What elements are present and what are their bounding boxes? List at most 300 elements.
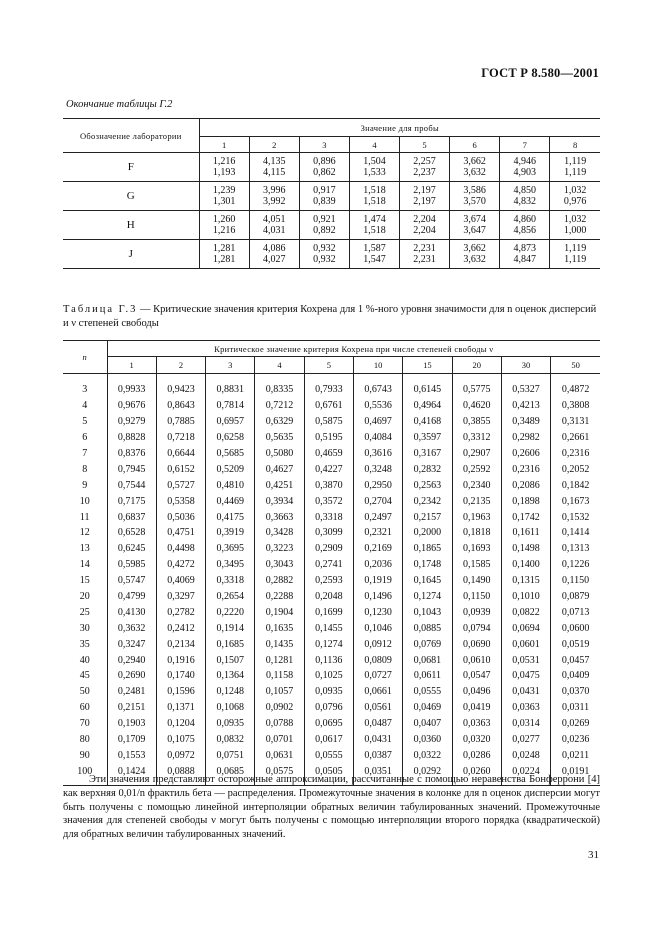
- table-row: [63, 240, 600, 269]
- table-cell: 0,1818: [452, 525, 501, 541]
- table-cell: 0,1693: [452, 541, 501, 557]
- table-cell: [400, 182, 450, 211]
- cell-value: 1,119: [564, 156, 587, 167]
- table-cell: 0,0885: [403, 620, 452, 636]
- table-cell: 0,3919: [206, 525, 255, 541]
- table-row: [63, 589, 600, 605]
- table-cell: 0,9676: [107, 398, 156, 414]
- table-cell: 0,2832: [403, 461, 452, 477]
- cell-value: 1,587: [363, 243, 386, 254]
- cell-value: 3,662: [463, 156, 486, 167]
- cell-value: 1,504: [363, 156, 386, 167]
- table-cell: 0,7885: [156, 414, 205, 430]
- table-cell: 0,0575: [255, 763, 304, 785]
- cell-value: 3,570: [463, 196, 486, 207]
- explanatory-note: [63, 773, 600, 842]
- table-cell: 0,1281: [255, 652, 304, 668]
- table-cell: 0,3632: [107, 620, 156, 636]
- table-cell: 0,0277: [501, 732, 550, 748]
- table-row: [63, 700, 600, 716]
- table-cell: 0,1685: [206, 636, 255, 652]
- cell-value: 2,231: [413, 254, 436, 265]
- table-cell: 0,0409: [551, 668, 600, 684]
- table-cell: 0,5536: [353, 398, 402, 414]
- cell-value: 1,119: [564, 254, 587, 265]
- table-cell: 0,4810: [206, 477, 255, 493]
- table-cell: 0,0457: [551, 652, 600, 668]
- table2-caption: [63, 303, 600, 331]
- table-cell: 0,0809: [353, 652, 402, 668]
- n-value: 13: [63, 541, 107, 557]
- table-cell: 0,0972: [156, 747, 205, 763]
- table-cell: 0,0555: [304, 747, 353, 763]
- table-cell: 0,7175: [107, 493, 156, 509]
- n-value: 10: [63, 493, 107, 509]
- table-cell: [550, 153, 600, 182]
- table-cell: 0,1596: [156, 684, 205, 700]
- table-cell: 0,4168: [403, 414, 452, 430]
- table-cell: 0,3870: [304, 477, 353, 493]
- lab-column-header: Обозначение лаборатории: [63, 119, 199, 153]
- cell-value: 4,903: [513, 167, 537, 178]
- table-cell: 0,0248: [501, 747, 550, 763]
- table-cell: 0,2654: [206, 589, 255, 605]
- table-cell: 0,1158: [255, 668, 304, 684]
- table-cell: 0,2048: [304, 589, 353, 605]
- table-cell: 0,5195: [304, 430, 353, 446]
- table-cell: 0,0269: [551, 716, 600, 732]
- n-value: 7: [63, 446, 107, 462]
- cell-value: 1,547: [363, 254, 386, 265]
- table-row: [63, 573, 600, 589]
- table-cell: 0,2036: [353, 557, 402, 573]
- table1: [63, 118, 600, 269]
- table-cell: 0,0487: [353, 716, 402, 732]
- cell-value: 4,850: [513, 185, 537, 196]
- table-cell: 0,0547: [452, 668, 501, 684]
- table-cell: 0,1748: [403, 557, 452, 573]
- table-row: [63, 604, 600, 620]
- cell-value: 1,216: [212, 225, 236, 236]
- table-cell: 0,2321: [353, 525, 402, 541]
- table-cell: 0,2563: [403, 477, 452, 493]
- table-cell: 0,0236: [551, 732, 600, 748]
- table-row: [63, 620, 600, 636]
- cell-value: 3,992: [262, 196, 286, 207]
- table-cell: 0,0419: [452, 700, 501, 716]
- table-cell: 0,3572: [304, 493, 353, 509]
- n-value: 15: [63, 573, 107, 589]
- cell-value: 1,193: [212, 167, 236, 178]
- cell-value: 3,647: [463, 225, 486, 236]
- table-cell: [500, 153, 550, 182]
- table-cell: 0,2086: [501, 477, 550, 493]
- table-cell: 0,6258: [206, 430, 255, 446]
- sample-number-header: 1: [199, 137, 249, 153]
- table-cell: 0,1274: [403, 589, 452, 605]
- table-row: [63, 525, 600, 541]
- table-cell: 0,1842: [551, 477, 600, 493]
- table-cell: 0,5036: [156, 509, 205, 525]
- table-row: [63, 557, 600, 573]
- table-cell: 0,0600: [551, 620, 600, 636]
- table-cell: 0,1490: [452, 573, 501, 589]
- table-cell: 0,2342: [403, 493, 452, 509]
- cell-value: 3,632: [463, 254, 486, 265]
- sample-group-header: Значение для пробы: [199, 119, 600, 137]
- table-row: [63, 716, 600, 732]
- table-cell: [400, 240, 450, 269]
- table-cell: 0,1057: [255, 684, 304, 700]
- table-cell: 0,0694: [501, 620, 550, 636]
- table-cell: 0,1611: [501, 525, 550, 541]
- cell-value: 1,260: [212, 214, 236, 225]
- table-cell: [349, 153, 399, 182]
- table-cell: 0,0320: [452, 732, 501, 748]
- table-cell: 0,5875: [304, 414, 353, 430]
- table-cell: 0,0701: [255, 732, 304, 748]
- table-cell: 0,5685: [206, 446, 255, 462]
- table-cell: [299, 211, 349, 240]
- table-cell: 0,2135: [452, 493, 501, 509]
- table-cell: 0,2316: [501, 461, 550, 477]
- table-cell: 0,3131: [551, 414, 600, 430]
- table-row: [63, 182, 600, 211]
- table-cell: 0,7212: [255, 398, 304, 414]
- table-cell: 0,1635: [255, 620, 304, 636]
- note-paragraph: Эти значения представляют осторожные аппроксимации, рассчитанные с помощью неравенства Бонферрони [4] как верхняя 0,01/n фрактиль бета — распределения. Промежуточные значения в колонке для n оценок дисперсии могут быть получены с помощью линейной интерполяции обратных величин табулированных значений. Промежуточные значения для степеней свободы ν могут быть получены с помощью интерполяции второго порядка (квадратической) для обратных величин табулированных значений.: [63, 774, 600, 841]
- table-cell: 0,6152: [156, 461, 205, 477]
- cell-value: 2,204: [413, 225, 436, 236]
- table-cell: 0,2340: [452, 477, 501, 493]
- dof-header: 15: [403, 357, 452, 374]
- table2-caption-label: Таблица Г.3: [63, 304, 138, 315]
- table-cell: 0,1424: [107, 763, 156, 785]
- cell-value: 1,281: [212, 243, 236, 254]
- table-cell: 0,1150: [452, 589, 501, 605]
- table-cell: 0,1645: [403, 573, 452, 589]
- sample-number-header: 8: [550, 137, 600, 153]
- cell-value: 0,932: [313, 254, 336, 265]
- n-value: 6: [63, 430, 107, 446]
- table-cell: 0,4498: [156, 541, 205, 557]
- table-cell: [500, 211, 550, 240]
- table-cell: 0,0832: [206, 732, 255, 748]
- table-cell: 0,0475: [501, 668, 550, 684]
- table-cell: 0,5985: [107, 557, 156, 573]
- table-cell: 0,5775: [452, 374, 501, 398]
- table-cell: 0,1315: [501, 573, 550, 589]
- n-value: 11: [63, 509, 107, 525]
- table-cell: [249, 182, 299, 211]
- cell-value: 1,518: [363, 196, 386, 207]
- table-cell: 0,7933: [304, 374, 353, 398]
- table-cell: 0,1919: [353, 573, 402, 589]
- table-cell: 0,0935: [206, 716, 255, 732]
- table-cell: [199, 153, 249, 182]
- n-value: 60: [63, 700, 107, 716]
- cell-value: 1,533: [363, 167, 386, 178]
- n-value: 100: [63, 763, 107, 785]
- document-header: ГОСТ Р 8.580—2001: [481, 66, 599, 80]
- table-cell: 0,1709: [107, 732, 156, 748]
- table-cell: [199, 240, 249, 269]
- table-cell: 0,2220: [206, 604, 255, 620]
- cell-value: 2,197: [413, 185, 436, 196]
- table-cell: 0,0695: [304, 716, 353, 732]
- cell-value: 4,847: [513, 254, 537, 265]
- table-cell: 0,5209: [206, 461, 255, 477]
- table-cell: 0,0311: [551, 700, 600, 716]
- dof-header: 50: [551, 357, 600, 374]
- n-value: 25: [63, 604, 107, 620]
- table-cell: 0,1230: [353, 604, 402, 620]
- table-cell: [550, 211, 600, 240]
- table-cell: 0,6644: [156, 446, 205, 462]
- lab-label: J: [63, 240, 199, 269]
- table-cell: 0,1204: [156, 716, 205, 732]
- cell-value: 1,281: [212, 254, 236, 265]
- table-cell: 0,3043: [255, 557, 304, 573]
- table-cell: 0,4251: [255, 477, 304, 493]
- table-cell: 0,1585: [452, 557, 501, 573]
- table-cell: 0,8376: [107, 446, 156, 462]
- table-cell: 0,1532: [551, 509, 600, 525]
- table-cell: 0,1313: [551, 541, 600, 557]
- table-cell: 0,0751: [206, 747, 255, 763]
- table-cell: 0,1371: [156, 700, 205, 716]
- cell-value: 1,032: [563, 185, 587, 196]
- table2-caption-text: — Критические значения критерия Кохрена для 1 %-ного уровня значимости для n оценок дисперсий и ν степеней свободы: [63, 304, 597, 329]
- table-cell: 0,0610: [452, 652, 501, 668]
- table-cell: 0,3695: [206, 541, 255, 557]
- table-cell: 0,1903: [107, 716, 156, 732]
- dof-header: 10: [353, 357, 402, 374]
- table-cell: 0,1507: [206, 652, 255, 668]
- lab-label: H: [63, 211, 199, 240]
- table-cell: [299, 240, 349, 269]
- table-cell: 0,2134: [156, 636, 205, 652]
- table-cell: 0,3808: [551, 398, 600, 414]
- table-cell: 0,2000: [403, 525, 452, 541]
- table-cell: 0,0224: [501, 763, 550, 785]
- cell-value: 3,662: [463, 243, 486, 254]
- table-cell: 0,3663: [255, 509, 304, 525]
- table-cell: [299, 153, 349, 182]
- n-value: 14: [63, 557, 107, 573]
- cell-value: 0,839: [313, 196, 336, 207]
- table-cell: 0,1010: [501, 589, 550, 605]
- table-cell: 0,4175: [206, 509, 255, 525]
- table-cell: 0,0286: [452, 747, 501, 763]
- table-cell: 0,4627: [255, 461, 304, 477]
- table-cell: 0,1043: [403, 604, 452, 620]
- table-cell: [500, 240, 550, 269]
- dof-header: 5: [304, 357, 353, 374]
- table-cell: 0,3855: [452, 414, 501, 430]
- table-cell: 0,2593: [304, 573, 353, 589]
- table-cell: 0,1553: [107, 747, 156, 763]
- table-cell: 0,0681: [403, 652, 452, 668]
- table-cell: 0,0601: [501, 636, 550, 652]
- table-cell: 0,2412: [156, 620, 205, 636]
- table-cell: [450, 182, 500, 211]
- table-cell: 0,2982: [501, 430, 550, 446]
- table-cell: 0,8828: [107, 430, 156, 446]
- table-cell: 0,4659: [304, 446, 353, 462]
- table-cell: 0,7945: [107, 461, 156, 477]
- table-cell: 0,1699: [304, 604, 353, 620]
- table-row: [63, 461, 600, 477]
- table-cell: 0,4697: [353, 414, 402, 430]
- table-cell: 0,5747: [107, 573, 156, 589]
- cell-value: 1,119: [564, 167, 587, 178]
- table-cell: 0,1742: [501, 509, 550, 525]
- table-cell: 0,0822: [501, 604, 550, 620]
- table-cell: 0,4069: [156, 573, 205, 589]
- table-cell: 0,3616: [353, 446, 402, 462]
- cell-value: 2,237: [413, 167, 436, 178]
- table-cell: 0,1274: [304, 636, 353, 652]
- table-row: [63, 509, 600, 525]
- table-cell: 0,0912: [353, 636, 402, 652]
- table-cell: 0,3312: [452, 430, 501, 446]
- cell-value: 3,632: [463, 167, 486, 178]
- table-row: [63, 446, 600, 462]
- cell-value: 1,518: [363, 225, 386, 236]
- table-cell: 0,1740: [156, 668, 205, 684]
- table-cell: 0,4799: [107, 589, 156, 605]
- dof-header: 4: [255, 357, 304, 374]
- dof-header: 3: [206, 357, 255, 374]
- table-cell: 0,0555: [403, 684, 452, 700]
- table-row: [63, 374, 600, 398]
- table-cell: 0,0407: [403, 716, 452, 732]
- table-cell: 0,2316: [551, 446, 600, 462]
- sample-number-header: 2: [249, 137, 299, 153]
- table-cell: 0,0351: [353, 763, 402, 785]
- n-value: 70: [63, 716, 107, 732]
- table-cell: 0,0370: [551, 684, 600, 700]
- table-cell: 0,4469: [206, 493, 255, 509]
- n-column-header: n: [63, 341, 107, 374]
- table-cell: 0,1046: [353, 620, 402, 636]
- table-cell: 0,5358: [156, 493, 205, 509]
- table-cell: 0,1075: [156, 732, 205, 748]
- table-cell: 0,3489: [501, 414, 550, 430]
- table-cell: 0,0690: [452, 636, 501, 652]
- cell-value: 4,135: [262, 156, 286, 167]
- table-cell: 0,3223: [255, 541, 304, 557]
- table-cell: 0,2481: [107, 684, 156, 700]
- table-cell: 0,0496: [452, 684, 501, 700]
- table-cell: 0,9423: [156, 374, 205, 398]
- cell-value: 1,119: [564, 243, 587, 254]
- table-cell: [249, 240, 299, 269]
- table-cell: [349, 182, 399, 211]
- table-cell: [249, 211, 299, 240]
- table-cell: 0,2288: [255, 589, 304, 605]
- cell-value: 4,860: [513, 214, 537, 225]
- table-cell: 0,6743: [353, 374, 402, 398]
- table-cell: 0,0322: [403, 747, 452, 763]
- table-cell: 0,2782: [156, 604, 205, 620]
- table-cell: 0,0505: [304, 763, 353, 785]
- table-cell: 0,0363: [452, 716, 501, 732]
- table-cell: 0,0431: [501, 684, 550, 700]
- table-cell: 0,0788: [255, 716, 304, 732]
- table-cell: 0,1400: [501, 557, 550, 573]
- table-cell: 0,0769: [403, 636, 452, 652]
- cell-value: 4,856: [513, 225, 537, 236]
- table-cell: 0,2690: [107, 668, 156, 684]
- cell-value: 4,027: [262, 254, 286, 265]
- n-value: 40: [63, 652, 107, 668]
- cell-value: 3,586: [463, 185, 486, 196]
- table-cell: [349, 240, 399, 269]
- table-cell: 0,0363: [501, 700, 550, 716]
- sample-number-header: 7: [500, 137, 550, 153]
- table-row: [63, 153, 600, 182]
- table-cell: 0,1068: [206, 700, 255, 716]
- sample-number-header: 4: [349, 137, 399, 153]
- n-value: 50: [63, 684, 107, 700]
- table-cell: 0,2950: [353, 477, 402, 493]
- table-cell: 0,1248: [206, 684, 255, 700]
- table2: [63, 340, 600, 786]
- page-number: 31: [588, 849, 599, 861]
- table-cell: 0,7218: [156, 430, 205, 446]
- table-cell: 0,0879: [551, 589, 600, 605]
- table-cell: [450, 153, 500, 182]
- table-cell: 0,1136: [304, 652, 353, 668]
- table-cell: 0,0713: [551, 604, 600, 620]
- table-cell: 0,3297: [156, 589, 205, 605]
- table-cell: 0,1865: [403, 541, 452, 557]
- n-value: 3: [63, 374, 107, 398]
- table-cell: 0,6761: [304, 398, 353, 414]
- table-cell: 0,0794: [452, 620, 501, 636]
- sample-number-header: 6: [450, 137, 500, 153]
- table-cell: 0,4751: [156, 525, 205, 541]
- table-cell: 0,1455: [304, 620, 353, 636]
- table-cell: 0,6837: [107, 509, 156, 525]
- table-cell: 0,2940: [107, 652, 156, 668]
- table-cell: 0,2169: [353, 541, 402, 557]
- table-cell: 0,0387: [353, 747, 402, 763]
- cell-value: 3,996: [262, 185, 286, 196]
- table-cell: 0,1904: [255, 604, 304, 620]
- cell-value: 1,301: [212, 196, 236, 207]
- table-row: [63, 430, 600, 446]
- n-value: 4: [63, 398, 107, 414]
- table-cell: 0,4084: [353, 430, 402, 446]
- table-cell: [550, 240, 600, 269]
- table-row: [63, 652, 600, 668]
- table-cell: 0,2741: [304, 557, 353, 573]
- table-cell: 0,0360: [403, 732, 452, 748]
- table-cell: 0,4213: [501, 398, 550, 414]
- cell-value: 2,231: [413, 243, 436, 254]
- cell-value: 2,204: [413, 214, 436, 225]
- table-cell: 0,3247: [107, 636, 156, 652]
- table-cell: [550, 182, 600, 211]
- table-cell: 0,2157: [403, 509, 452, 525]
- lab-label: G: [63, 182, 199, 211]
- cell-value: 2,257: [413, 156, 436, 167]
- table-cell: 0,0902: [255, 700, 304, 716]
- table-cell: 0,3099: [304, 525, 353, 541]
